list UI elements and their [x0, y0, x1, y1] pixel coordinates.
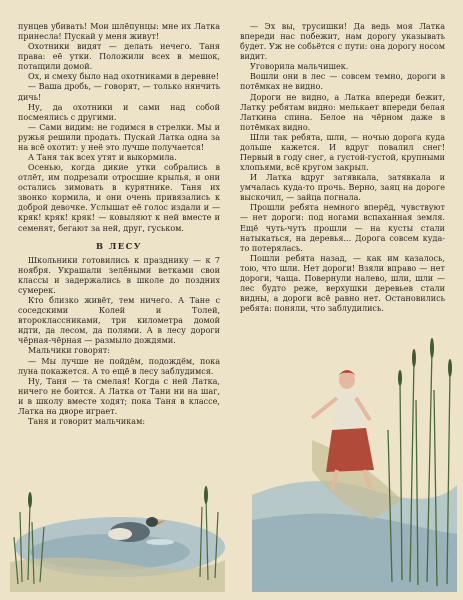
paragraph: Охотники видят — делать нечего. Таня права: её утки. Положили всех в мешок, потащили домой. — [18, 42, 220, 72]
paragraph: Дороги не видно, а Латка впереди бежит, Латку ребятам видно: мелькает впереди белая Латкина спина. Белое на чёрном даже в потёмках видно. — [240, 92, 445, 132]
duck-on-pond-illustration — [10, 452, 225, 592]
left-column — [18, 22, 220, 427]
right-column — [240, 22, 445, 314]
paragraph: — Эх вы, трусишки! Да ведь моя Латка впереди нас побежит, нам дорогу указывать будет. Уж не собьётся с пути: она дорогу носом видит. — [240, 22, 445, 62]
paragraph: — Ваша дробь, — говорят, — только нянчить дичь! — [18, 82, 220, 102]
paragraph: — Мы лучше не пойдём, подождём, пока луна покажется. А то ещё в лесу заблудимся. — [18, 356, 220, 376]
paragraph: Прошли ребята немного вперёд, чувствуют — нет дороги: под ногами вспаханная земля. Ещё чуть-чуть прошли — на кусты стали натыкаться, на деревья... Дорога совсем куда-то потерялась. — [240, 203, 445, 253]
paragraph: Уговорила мальчишек. — [250, 62, 349, 72]
paragraph: И Латка вдруг затявкала, затявкала и умчалась куда-то прочь. Верно, заяц на дороге выскочил, — зайца погнала. — [240, 173, 445, 203]
paragraph: пунцев убивать! Мои шлёпунцы: мне их Латка принесла! Пускай у меня живут! — [18, 22, 220, 42]
girl-at-water-illustration — [252, 320, 457, 592]
paragraph: Ну, Таня — та смелая! Когда с ней Латка, ничего не боится. А Латка от Тани ни на шаг, и в школу вместе ходят; пока Таня в классе, Латка на дворе играет. — [18, 376, 220, 416]
paragraph: Школьники готовились к празднику — к 7 ноября. Украшали зелёными ветками свои классы и задержались в школе до поздних сумерек. — [18, 255, 220, 295]
paragraph: А Таня так всех утят и выкормила. — [28, 153, 177, 163]
paragraph: Осенью, когда дикие утки собрались в отлёт, им подрезали отросшие крылья, и они остались зимовать в курятнике. Таня их звонко кормила, и они очень привязались к доброй девочке. Услышат её голос издали и — кряк! кряк! кряк! — ковыляют к ней вместе и семенят, бегают за ней, друг, гуськом. — [18, 163, 220, 233]
paragraph: Кто близко живёт, тем ничего. А Тане с соседскими Колей и Толей, второклассниками, три километра домой идти, да лесом, да полями. А в лесу дороги чёрная-чёрная — размыло дождями. — [18, 296, 220, 346]
paragraph: Вошли они в лес — совсем темно, дороги в потёмках не видно. — [240, 72, 445, 92]
paragraph: Шли так ребята, шли, — ночью дорога куда дольше кажется. И вдруг повалил снег! Первый в году снег, а густой-густой, крупными хлопьями, всё кругом закрыл. — [240, 132, 445, 173]
section-title: В ЛЕСУ — [96, 240, 142, 251]
paragraph: Мальчики говорят: — [28, 346, 110, 356]
paragraph: Таня и говорит мальчикам: — [28, 416, 146, 426]
paragraph: Ох, и смеху было над охотниками в деревне! — [28, 72, 219, 82]
paragraph: — Сами видим: не годимся в стрелки. Мы и ружья решили продать. Пускай Латка одна за на всё охотит: у неё это лучше получается! — [18, 122, 220, 152]
paragraph: Ну, да охотники и сами над собой посмеялись с другими. — [18, 102, 220, 122]
paragraph: Пошли ребята назад, — как им казалось, тою, что шли. Нет дороги! Взяли вправо — нет дороги, чаща. Повернули налево, шли, шли — лес будто реже, верхушки деревьев стали видны, а дороги всё равно нет. Остановились ребята: поняли, что заблудились. — [240, 253, 445, 314]
